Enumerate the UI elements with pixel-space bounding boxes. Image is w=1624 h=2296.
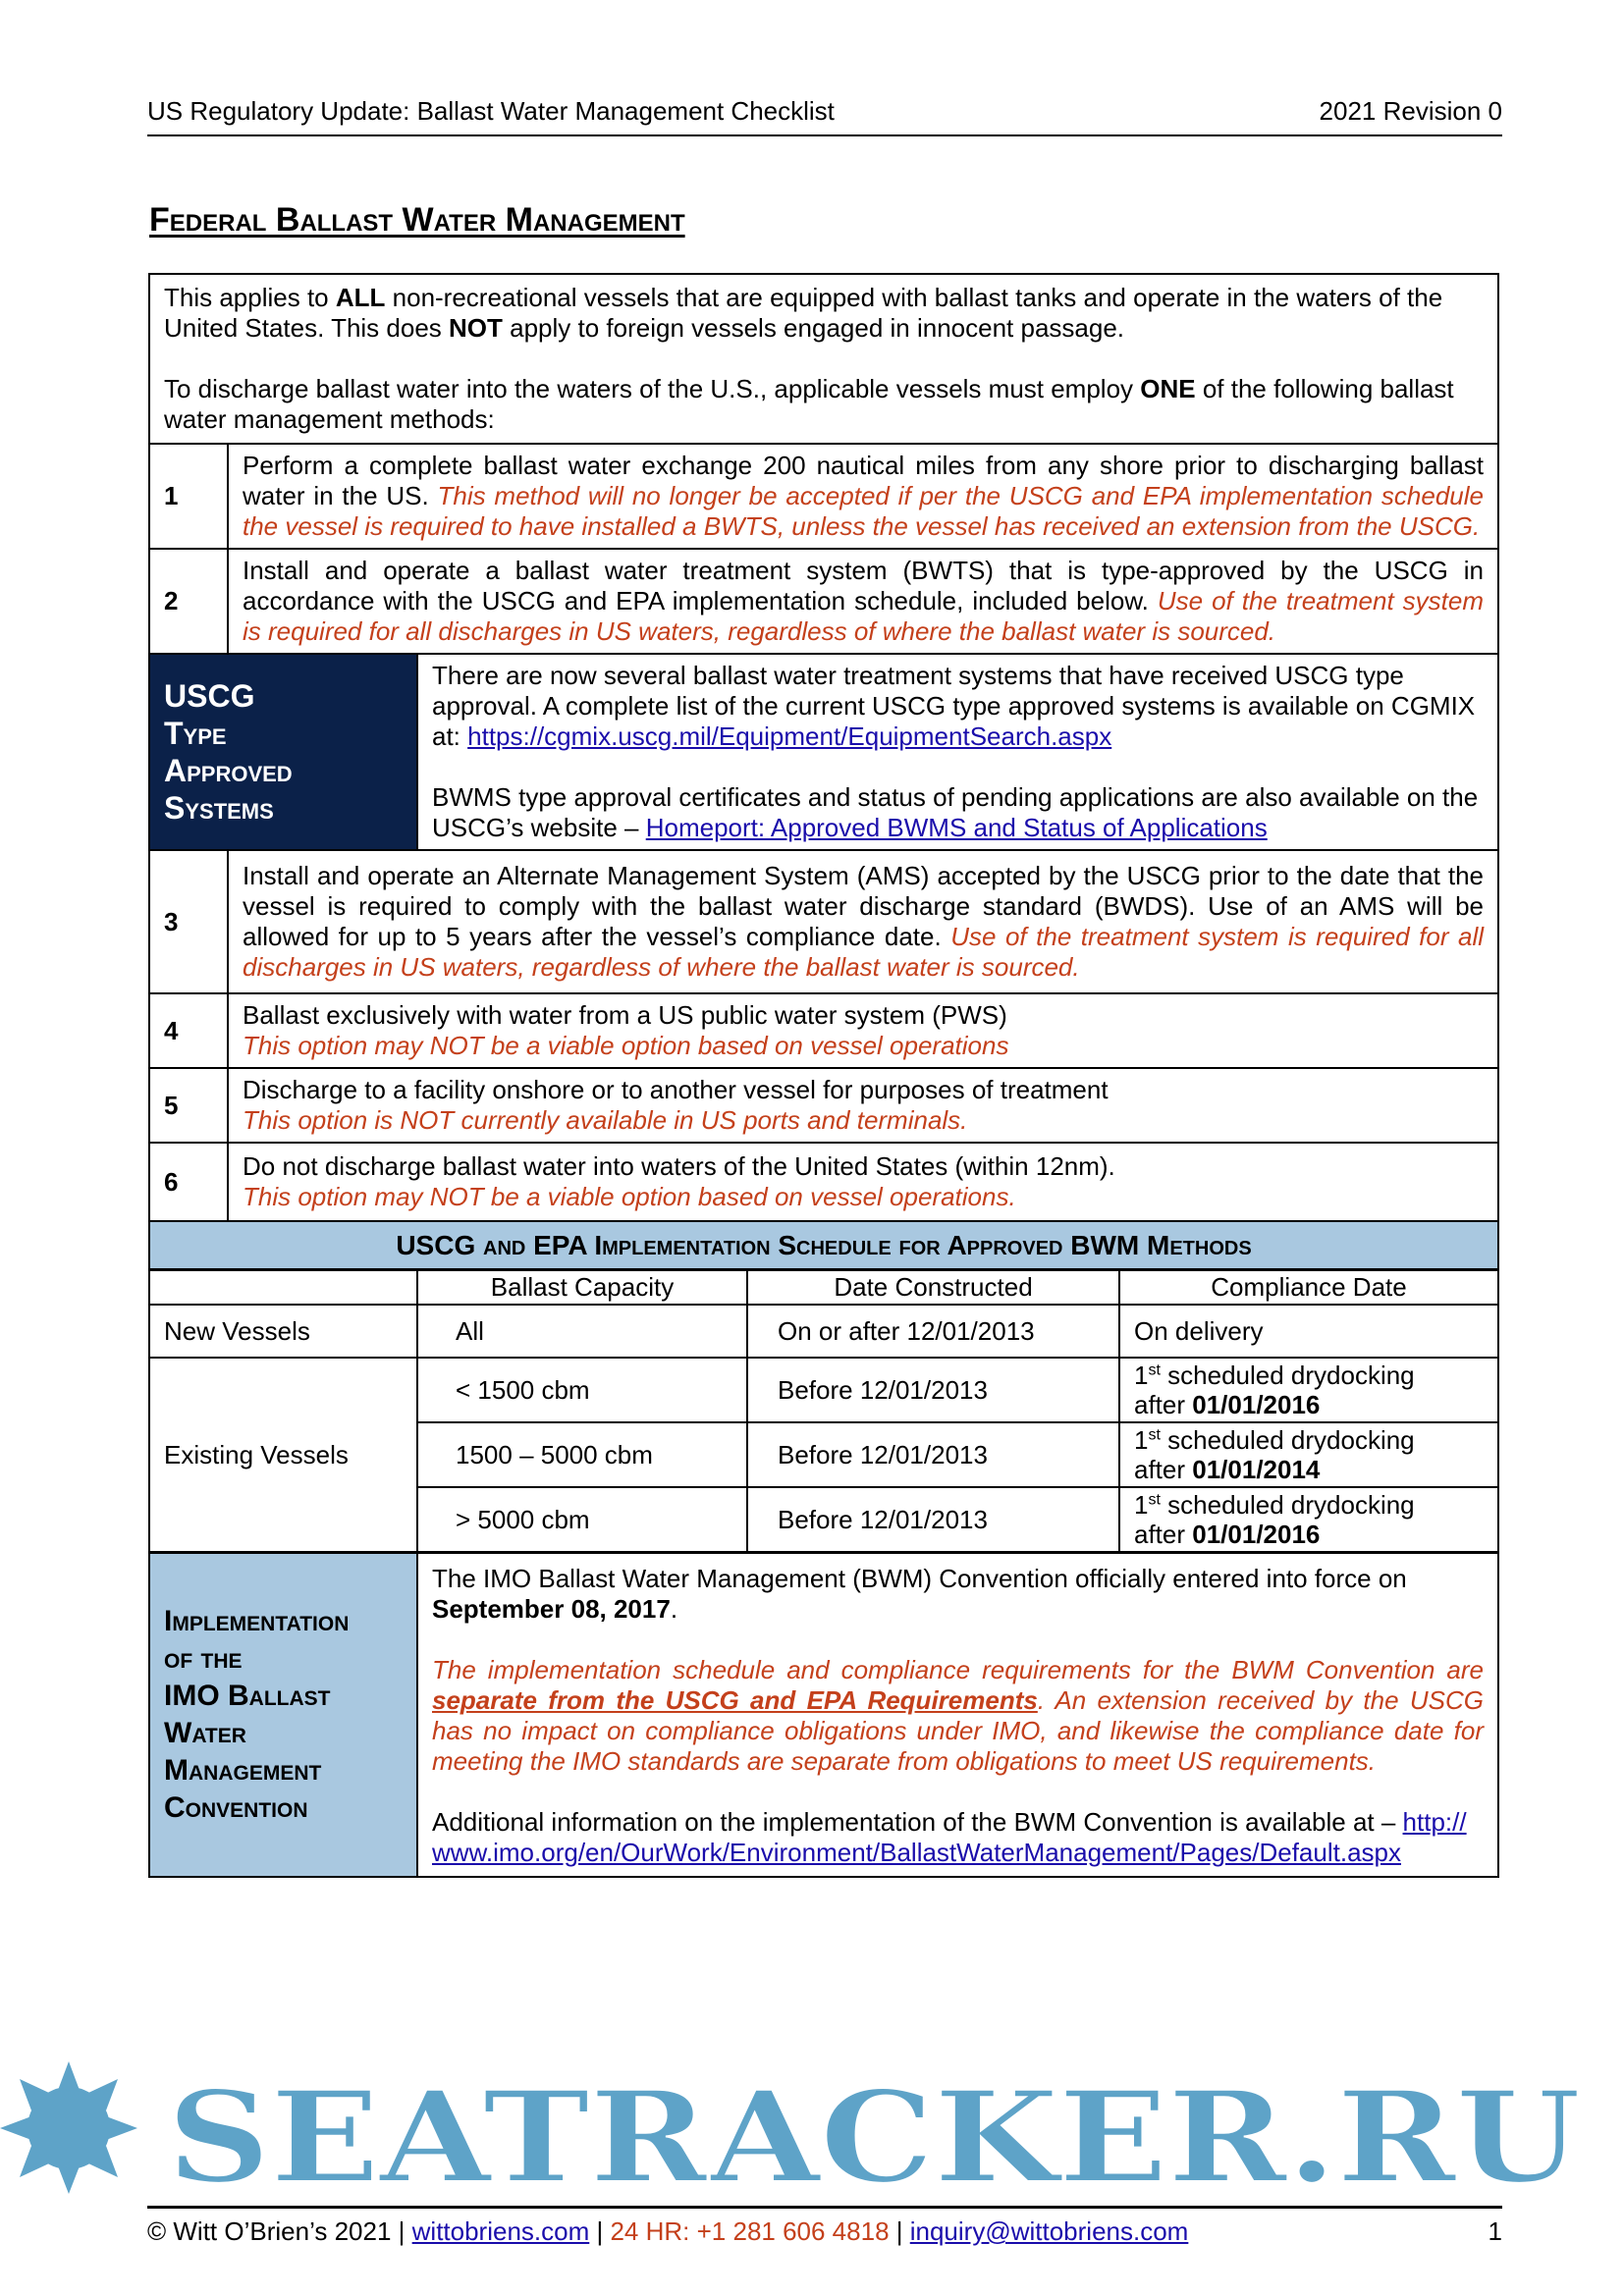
separator: | — [589, 2216, 611, 2246]
page-content — [148, 273, 1499, 1878]
uscg-type-approved-row — [149, 654, 1498, 850]
imo-section-label — [149, 1553, 417, 1878]
schedule-title: USCG and EPA Implementation Schedule for Approved BWM Methods — [149, 1222, 1498, 1269]
copyright: © Witt O’Brien’s 2021 | — [147, 2216, 412, 2246]
date: September 08, 2017 — [432, 1594, 671, 1624]
compliance-line — [1134, 1425, 1484, 1455]
label-line: Approved — [164, 753, 293, 788]
vessel-category: Existing Vessels — [149, 1358, 417, 1553]
method-text: Perform a complete ballast water exchange 200 nautical miles from any shore prior to discharging ballast water in the US. — [243, 451, 1484, 510]
column-header: Ballast Capacity — [417, 1269, 747, 1305]
label-line: Management — [164, 1754, 322, 1787]
date: 01/01/2016 — [1192, 1520, 1321, 1549]
column-header: Compliance Date — [1119, 1269, 1498, 1305]
emphasis: NOT — [449, 313, 503, 343]
text: The implementation schedule and compliance requirements for the BWM Convention are — [432, 1655, 1484, 1684]
emphasis: ONE — [1140, 374, 1196, 403]
method-number: 2 — [149, 549, 228, 654]
text: Additional information on the implementation of the BWM Convention is available at – — [432, 1807, 1403, 1837]
uscg-section-label — [149, 654, 417, 850]
compliance-line — [1134, 1520, 1484, 1549]
text: 1 — [1134, 1361, 1149, 1390]
compliance-line — [1134, 1455, 1484, 1484]
method-row — [149, 850, 1498, 993]
method-row — [149, 549, 1498, 654]
text: The IMO Ballast Water Management (BWM) Convention officially entered into force on — [432, 1564, 1407, 1593]
header-title: US Regulatory Update: Ballast Water Management Checklist — [147, 96, 835, 126]
method-number: 5 — [149, 1068, 228, 1143]
text: There are now several ballast water treatment systems that have received USCG type approval. A complete list of the current USCG type approved systems is available on CGMIX at: — [432, 661, 1476, 751]
date-constructed: Before 12/01/2013 — [747, 1422, 1119, 1487]
ballast-capacity: 1500 – 5000 cbm — [417, 1422, 747, 1487]
method-text: Ballast exclusively with water from a US public water system (PWS) — [243, 1000, 1007, 1030]
uscg-paragraph-1 — [432, 661, 1484, 752]
method-number: 6 — [149, 1143, 228, 1221]
imo-paragraph-3 — [432, 1807, 1484, 1868]
table-row — [149, 1305, 1498, 1358]
intro-paragraph-1 — [164, 283, 1484, 344]
vessel-category: New Vessels — [149, 1305, 417, 1358]
method-number: 1 — [149, 444, 228, 549]
table-row — [149, 1358, 1498, 1422]
text: . — [670, 1594, 678, 1624]
implementation-schedule-table — [148, 1222, 1499, 1878]
compliance-date: On delivery — [1119, 1305, 1498, 1358]
method-text: Install and operate an Alternate Management System (AMS) accepted by the USCG prior to the date that the vessel is required to comply with the ballast water discharge standard (BWDS). Use of an AMS will be allowed for up to 5 years after the vessel’s compliance date. — [243, 861, 1484, 951]
method-row — [149, 993, 1498, 1068]
text: st — [1148, 1491, 1161, 1509]
method-row — [149, 1143, 1498, 1221]
text: non-recreational vessels that are equipped with ballast tanks and operate in the waters of the United States. This does — [164, 283, 1443, 343]
text: st — [1148, 1362, 1161, 1379]
date-constructed: On or after 12/01/2013 — [747, 1305, 1119, 1358]
imo-paragraph-1 — [432, 1564, 1484, 1625]
text: scheduled drydocking — [1160, 1361, 1415, 1390]
text: . An extension received by the USCG has no impact on compliance obligations under IMO, and likewise the compliance date for meeting the IMO standards are separate from obligations to meet US requirements. — [432, 1685, 1484, 1776]
label-line: USCG — [164, 678, 255, 714]
cgmix-link[interactable]: https://cgmix.uscg.mil/Equipment/EquipmentSearch.aspx — [467, 721, 1112, 751]
method-note: Use of the treatment system is required for all discharges in US waters, regardless of where the ballast water is sourced. — [243, 922, 1485, 982]
page-number: 1 — [1488, 2216, 1502, 2246]
uscg-paragraph-2 — [432, 782, 1484, 843]
column-header: Date Constructed — [747, 1269, 1119, 1305]
ballast-capacity: > 5000 cbm — [417, 1487, 747, 1553]
label-line: Type — [164, 716, 227, 751]
method-note: This method will no longer be accepted if per the USCG and EPA implementation schedule the vessel is required to have installed a BWTS, unless the vessel has received an extension from the USCG. — [243, 481, 1484, 541]
text: 1 — [1134, 1490, 1149, 1520]
header-revision: 2021 Revision 0 — [1319, 96, 1502, 126]
label-line: Water — [164, 1717, 246, 1749]
compliance-line — [1134, 1390, 1484, 1419]
separator: | — [889, 2216, 910, 2246]
text: scheduled drydocking — [1160, 1425, 1415, 1455]
text: after — [1134, 1455, 1193, 1484]
label-line: IMO Ballast — [164, 1680, 331, 1712]
text: BWMS type approval certificates and status of pending applications are also available on the USCG’s website – — [432, 782, 1479, 842]
text: after — [1134, 1390, 1193, 1419]
watermark — [0, 2061, 1624, 2194]
date-constructed: Before 12/01/2013 — [747, 1358, 1119, 1422]
page-footer — [147, 2206, 1502, 2247]
text: To discharge ballast water into the waters of the U.S., applicable vessels must employ — [164, 374, 1141, 403]
date-constructed: Before 12/01/2013 — [747, 1487, 1119, 1553]
text: st — [1148, 1426, 1161, 1444]
compliance-date — [1119, 1422, 1498, 1487]
page-title: Federal Ballast Water Management — [149, 201, 685, 239]
imo-convention-row — [149, 1553, 1498, 1878]
method-number: 4 — [149, 993, 228, 1068]
method-text: Do not discharge ballast water into waters of the United States (within 12nm). — [243, 1151, 1115, 1181]
method-note: This option may NOT be a viable option based on vessel operations — [243, 1031, 1009, 1060]
method-text: Discharge to a facility onshore or to another vessel for purposes of treatment — [243, 1075, 1109, 1104]
label-line: Systems — [164, 790, 274, 826]
footer-info — [147, 2216, 1188, 2247]
label-line: Implementation — [164, 1605, 350, 1637]
date: 01/01/2014 — [1192, 1455, 1321, 1484]
bwm-checklist-table — [148, 273, 1499, 1222]
imo-paragraph-2 — [432, 1655, 1484, 1777]
text: after — [1134, 1520, 1193, 1549]
email-link[interactable]: inquiry@wittobriens.com — [909, 2216, 1189, 2246]
sun-icon — [0, 2061, 137, 2194]
text: 1 — [1134, 1425, 1149, 1455]
compliance-line — [1134, 1490, 1484, 1520]
ballast-capacity: < 1500 cbm — [417, 1358, 747, 1422]
date: 01/01/2016 — [1192, 1390, 1321, 1419]
method-text: Install and operate a ballast water treatment system (BWTS) that is type-approved by the USCG in accordance with the USCG and EPA implementation schedule, included below. — [243, 556, 1484, 615]
watermark-text: SEATRACKER.RU — [167, 2064, 1581, 2194]
page-header — [147, 96, 1502, 136]
imo-link[interactable]: http://www.imo.org/en/OurWork/Environment/BallastWaterManagement/Pages/Default.aspx — [432, 1807, 1467, 1867]
compliance-date — [1119, 1358, 1498, 1422]
homeport-link[interactable]: Homeport: Approved BWMS and Status of Applications — [645, 813, 1268, 842]
method-note: This option may NOT be a viable option based on vessel operations. — [243, 1182, 1016, 1211]
intro-paragraph-2 — [164, 374, 1484, 435]
label-line: of the — [164, 1642, 243, 1675]
compliance-date — [1119, 1487, 1498, 1553]
method-row — [149, 444, 1498, 549]
text: apply to foreign vessels engaged in innocent passage. — [502, 313, 1125, 343]
text: scheduled drydocking — [1160, 1490, 1415, 1520]
emphasis: separate from the USCG and EPA Requirements — [432, 1685, 1038, 1715]
text: of the following ballast water management methods: — [164, 374, 1454, 434]
label-line: Convention — [164, 1791, 308, 1824]
text: This applies to — [164, 283, 336, 312]
ballast-capacity: All — [417, 1305, 747, 1358]
hotline: 24 HR: +1 281 606 4818 — [610, 2216, 890, 2246]
method-row — [149, 1068, 1498, 1143]
method-note: Use of the treatment system is required for all discharges in US waters, regardless of where the ballast water is sourced. — [243, 586, 1484, 646]
method-note: This option is NOT currently available in US ports and terminals. — [243, 1105, 968, 1135]
website-link[interactable]: wittobriens.com — [411, 2216, 590, 2246]
compliance-line — [1134, 1361, 1484, 1390]
emphasis: ALL — [335, 283, 386, 312]
schedule-header-row — [149, 1269, 1498, 1305]
method-number: 3 — [149, 850, 228, 993]
intro-row — [149, 274, 1498, 444]
column-header — [149, 1269, 417, 1305]
